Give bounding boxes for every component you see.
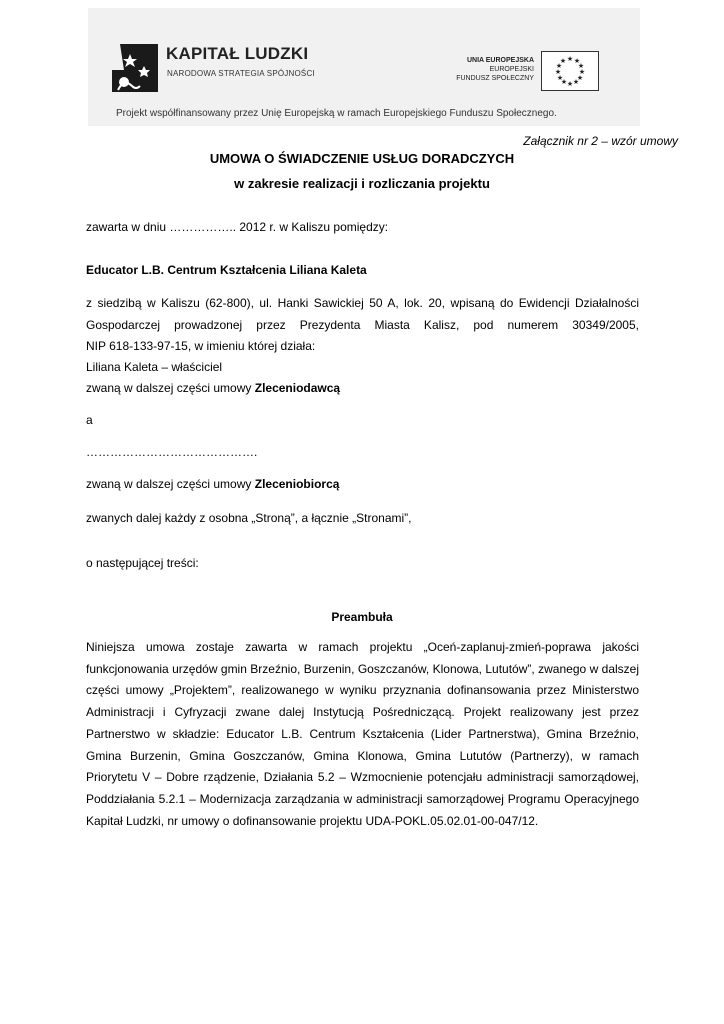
concluded-on: zawarta w dniu …………….. 2012 r. w Kaliszu pomiędzy: bbox=[86, 220, 389, 234]
svg-text:★: ★ bbox=[577, 62, 585, 70]
svg-text:★: ★ bbox=[566, 80, 574, 88]
svg-text:★: ★ bbox=[554, 68, 562, 76]
party2-placeholder: ……………………………………. bbox=[86, 445, 258, 459]
document-title: UMOWA O ŚWIADCZENIE USŁUG DORADCZYCH bbox=[209, 151, 515, 166]
svg-text:★: ★ bbox=[556, 74, 564, 82]
party1-address-line1: z siedzibą w Kaliszu (62-800), ul. Hanki Sawickiej 50 A, lok. 20, wpisaną do Ewidencji Działalności bbox=[86, 296, 639, 310]
svg-text:★: ★ bbox=[555, 62, 563, 70]
eu-label-european: EUROPEJSKI bbox=[489, 66, 534, 73]
svg-text:★: ★ bbox=[566, 55, 574, 63]
party2-role-line bbox=[86, 477, 339, 491]
annex-label: Załącznik nr 2 – wzór umowy bbox=[523, 134, 678, 148]
party1-representative: Liliana Kaleta – właściciel bbox=[86, 360, 223, 374]
party2-role-prefix: zwaną w dalszej części umowy bbox=[86, 477, 255, 491]
svg-text:★: ★ bbox=[572, 78, 580, 86]
preamble-text: Niniejsza umowa zostaje zawarta w ramach projektu „Oceń-zaplanuj-zmień-poprawa jakości funkcjonowania urzędów gmin Brzeźnio, Burzenin, Goszczanów, Klonowa, Lututów”, zwanego w dalszej części umowy „Projektem”, realizowanego w wyniku przyznania dofinansowania przez Ministerstwo Administracji i Cyfryzacji zwane dalej Instytucją Pośredniczącą. Projekt realizowany jest przez Partnerstwo w składzie: Educator L.B. Centrum Kształcenia (Lider Partnerstwa), Gmina Brzeźnio, Gmina Burzenin, Gmina Goszczanów, Gmina Klonowa, Gmina Lututów (Partnerzy), w ramach Priorytetu V – Dobre rządzenie, Działania 5.2 – Wzmocnienie potencjału administracji samorządowej, Poddziałania 5.2.1 – Modernizacja zarządzania w administracji samorządowej Programu Operacyjnego Kapitał Ludzki, nr umowy o dofinansowanie projektu UDA-POKL.05.02.01-00-047/12. bbox=[86, 640, 639, 828]
eu-label-social-fund: FUNDUSZ SPOŁECZNY bbox=[456, 75, 534, 82]
svg-text:★: ★ bbox=[578, 68, 586, 76]
conjunction: a bbox=[86, 413, 93, 427]
party1-role: Zleceniodawcą bbox=[254, 381, 341, 395]
logo-subtitle: NARODOWA STRATEGIA SPÓJNOŚCI bbox=[167, 69, 315, 78]
party1-role-line bbox=[86, 381, 340, 395]
party2-role: Zleceniobiorcą bbox=[254, 477, 340, 491]
logo-title: KAPITAŁ LUDZKI bbox=[166, 44, 309, 63]
svg-text:★: ★ bbox=[559, 57, 567, 65]
eu-flag-icon bbox=[541, 51, 599, 91]
party1-role-prefix: zwaną w dalszej części umowy bbox=[86, 381, 255, 395]
svg-text:★: ★ bbox=[573, 57, 581, 65]
svg-text:★: ★ bbox=[576, 74, 584, 82]
svg-text:★: ★ bbox=[560, 78, 568, 86]
party1-address-line3: NIP 618-133-97-15, w imieniu której działa: bbox=[86, 339, 316, 353]
content-intro: o następującej treści: bbox=[86, 556, 199, 570]
eu-label-union: UNIA EUROPEJSKA bbox=[466, 57, 534, 64]
party1-name: Educator L.B. Centrum Kształcenia Liliana Kaleta bbox=[86, 263, 367, 277]
kapital-ludzki-logo bbox=[110, 40, 162, 96]
cofinancing-note: Projekt współfinansowany przez Unię Europejską w ramach Europejskiego Funduszu Społecznego. bbox=[116, 108, 557, 119]
document-subtitle: w zakresie realizacji i rozliczania projektu bbox=[234, 176, 490, 191]
preamble-heading: Preambuła bbox=[331, 610, 393, 624]
parties-clause: zwanych dalej każdy z osobna „Stroną”, a łącznie „Stronami”, bbox=[86, 511, 412, 525]
logo-shape bbox=[112, 44, 158, 92]
party1-address-line2: Gospodarczej prowadzonej przez Prezydenta Miasta Kalisz, pod numerem 30349/2005, bbox=[86, 318, 639, 332]
